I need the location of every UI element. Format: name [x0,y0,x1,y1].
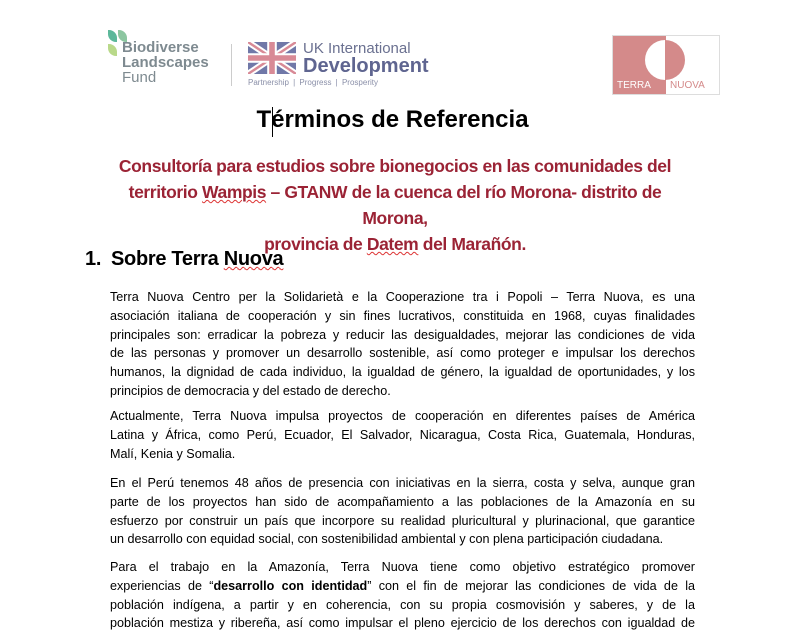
text-line: Para el trabajo en la Amazonía, Terra Nuova tiene como objetivo estratégico promover [110,560,695,574]
subtitle-text: provincia de [264,234,367,254]
text-line: principales son: erradicar la pobreza y reducir las desigualdades, mejorar las condiciones de vida [110,327,695,342]
bold-text: desarrollo con identidad [213,578,368,593]
paragraph [110,407,695,463]
document-title: Términos de Referencia [256,106,529,133]
text-line: Malí, Kenia y Somalia. [110,446,236,461]
text-line: un desarrollo con equidad social, con sostenibilidad ambiental y con plena participación ciudadana. [110,532,664,547]
text-line: humanos, la dignidad de cada individuo, la igualdad de género, la igualdad de oportunidades, y los [110,365,695,380]
section-number: 1. [85,248,102,270]
paragraph [110,288,695,401]
subtitle-text: del Marañón. [418,234,526,254]
header-logos [108,28,720,98]
text-line: asociación italiana de cooperación y sin fines lucrativos, constituida en 1968, cuyas finalidades [110,308,695,323]
text-line: esfuerzo por construir un país que incorpore su realidad pluricultural y plurinacional, que garantice [110,513,695,528]
terra-nuova-logo [612,35,720,95]
spellcheck-word: Nuova [223,248,284,270]
text-line [110,577,695,596]
subtitle-text: territorio [128,182,203,202]
logo-text: TERRA [617,80,651,91]
union-jack-icon [248,42,296,74]
text-line: parte de los proyectos han sido de acompañamiento a las poblaciones de la Amazonía en su [110,494,695,509]
logo-text: UK International [303,40,411,57]
text: experiencias de “ [110,578,214,593]
paragraph [110,558,695,633]
logo-divider [231,44,232,86]
logo-tagline: Partnership | Progress | Prosperity [248,78,378,87]
text-line: población indígena, a partir y en coherencia, con su propia cosmovisión y saberes, y de la [110,597,695,612]
logo-text: Fund [122,69,157,86]
subtitle-line: Consultoría para estudios sobre bionegocios en las comunidades del [118,156,672,176]
spellcheck-word: Wampis [202,182,267,202]
biodiverse-landscapes-fund-logo [108,28,218,90]
text: ” con el fin de mejorar las condiciones de vida de la [367,578,696,593]
paragraph [110,474,695,549]
logo-text: Development [303,55,429,77]
text-line: Actualmente, Terra Nuova impulsa proyectos de cooperación en diferentes países de América [110,409,695,423]
logo-text: NUOVA [670,80,705,91]
text-line: Latina y África, como Perú, Ecuador, El Salvador, Nicaragua, Costa Rica, Guatemala, Honduras, [110,427,695,442]
document-subtitle [100,153,690,257]
spellcheck-word: Datem [366,234,419,254]
subtitle-text: – GTANW de la cuenca del río Morona- distrito de Morona, [266,182,662,228]
logo-text: Biodiverse [122,39,199,56]
section-heading [85,248,283,271]
text-line: población mestiza y ribereña, así como impulsar el pleno ejercicio de los derechos con igualdad de [110,616,695,631]
text-line: Terra Nuova Centro per la Solidarietà e la Cooperazione tra i Popoli – Terra Nuova, es una [110,290,695,304]
logo-text: Landscapes [122,54,209,71]
text-line: principios de democracia y del estado de derecho. [110,383,391,398]
text-line: En el Perú tenemos 48 años de presencia con iniciativas en la sierra, costa y selva, aunque gran [110,476,695,490]
section-title: Sobre Terra [111,248,224,270]
text-line: de las personas y promover un desarrollo sostenible, así como proteger e impulsar los derechos [110,346,695,361]
